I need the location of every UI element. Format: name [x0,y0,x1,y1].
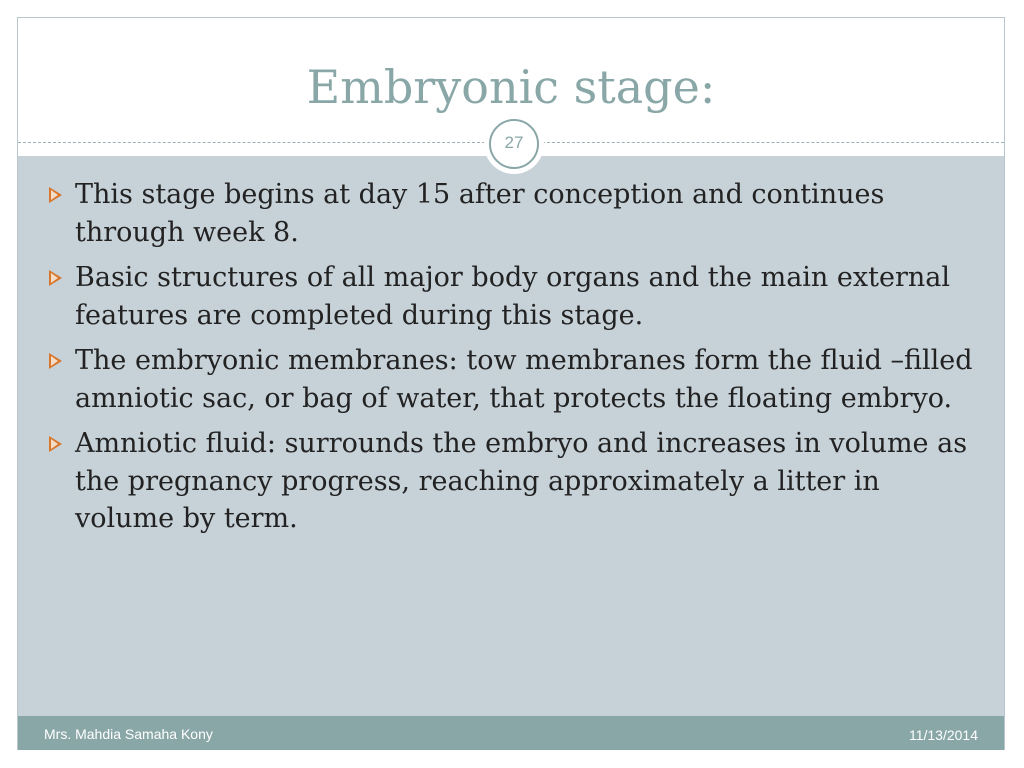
bullet-text: The embryonic membranes: tow membranes form the fluid –filled amniotic sac, or bag of water, that protects the floating embryo. [75,345,973,414]
bullet-item [47,425,977,538]
arrow-bullet-icon [49,187,62,203]
page-number: 27 [489,119,539,169]
slide-title: Embryonic stage: [306,60,716,114]
bullet-list [47,176,977,546]
bullet-item [47,176,977,251]
footer-bar [18,716,1004,750]
bullet-text: Basic structures of all major body organs and the main external features are completed during this stage. [75,262,950,331]
arrow-bullet-icon [49,270,62,286]
bullet-text: Amniotic fluid: surrounds the embryo and increases in volume as the pregnancy progress, reaching approximately a litter in volume by term. [75,428,968,534]
bullet-text: This stage begins at day 15 after conception and continues through week 8. [75,179,885,248]
page-number-badge [484,114,544,174]
arrow-bullet-icon [49,353,62,369]
footer-date: 11/13/2014 [908,727,978,743]
footer-author: Mrs. Mahdia Samaha Kony [44,726,213,742]
bullet-item [47,259,977,334]
bullet-item [47,342,977,417]
arrow-bullet-icon [49,436,62,452]
